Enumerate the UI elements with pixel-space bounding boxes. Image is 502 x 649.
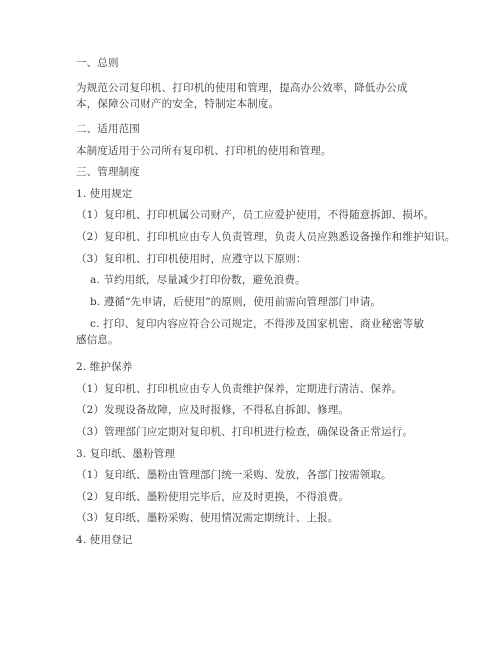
item-1-subitem-c: c. 打印、复印内容应符合公司规定，不得涉及国家机密、商业秘密等敏感信息。 xyxy=(76,318,425,346)
item-2-heading: 2. 维护保养 xyxy=(76,361,133,373)
section-2-body: 本制度适用于公司所有复印机、打印机的使用和管理。 xyxy=(76,145,332,157)
item-3-paragraph-3: （3）复印纸、墨粉采购、使用情况需定期统计、上报。 xyxy=(76,512,339,524)
item-2-paragraph-3: （3）管理部门应定期对复印机、打印机进行检查，确保设备正常运行。 xyxy=(76,426,413,438)
item-1-subitem-b: b. 遵循“先申请，后使用”的原则，使用前需向管理部门申请。 xyxy=(90,296,382,308)
item-3-paragraph-2: （2）复印纸、墨粉使用完毕后，应及时更换，不得浪费。 xyxy=(76,491,350,503)
item-1-paragraph-3: （3）复印机、打印机使用时，应遵守以下原则： xyxy=(76,253,307,265)
item-1-subitem-a: a. 节约用纸，尽量减少打印份数，避免浪费。 xyxy=(90,274,306,286)
section-3-heading: 三、管理制度 xyxy=(76,166,140,178)
section-1-body: 为规范公司复印机、打印机的使用和管理，提高办公效率，降低办公成本，保障公司财产的安全，特制定本制度。 xyxy=(76,82,408,110)
item-1-heading: 1. 使用规定 xyxy=(76,188,133,200)
item-1-paragraph-2: （2）复印机、打印机应由专人负责管理，负责人员应熟悉设备操作和维护知识。 xyxy=(76,231,456,243)
item-4-heading: 4. 使用登记 xyxy=(76,534,133,546)
item-1-paragraph-1: （1）复印机、打印机属公司财产，员工应爱护使用，不得随意拆卸、损坏。 xyxy=(76,209,435,221)
item-3-heading: 3. 复印纸、墨粉管理 xyxy=(76,448,176,460)
item-2-paragraph-2: （2）发现设备故障，应及时报修，不得私自拆卸、修理。 xyxy=(76,404,350,416)
item-2-paragraph-1: （1）复印机、打印机应由专人负责维护保养，定期进行清洁、保养。 xyxy=(76,383,403,395)
item-3-paragraph-1: （1）复印纸、墨粉由管理部门统一采购、发放，各部门按需领取。 xyxy=(76,469,392,481)
section-1-heading: 一、总则 xyxy=(76,57,119,69)
section-2-heading: 二、适用范围 xyxy=(76,123,140,135)
